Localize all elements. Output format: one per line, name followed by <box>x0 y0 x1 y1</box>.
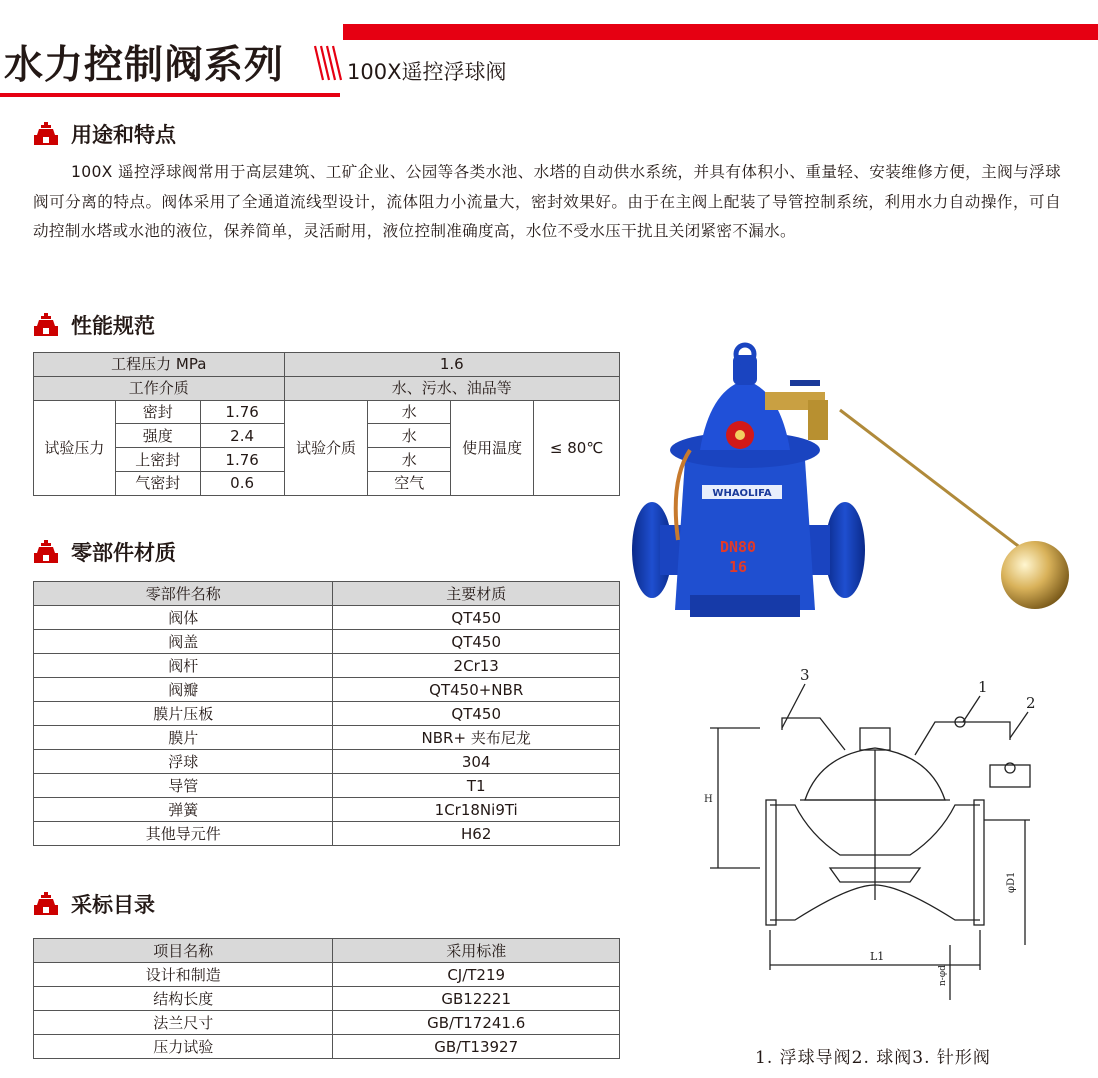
table-row <box>34 798 620 822</box>
temp-value: ≤ 80℃ <box>534 400 620 495</box>
series-title: 水力控制阀系列 <box>4 43 285 88</box>
test-value: 0.6 <box>200 471 284 495</box>
drawing-caption: 1. 浮球导阀2. 球阀3. 针形阀 <box>755 1048 991 1068</box>
test-medium: 水 <box>368 400 451 424</box>
row-value: GB/T13927 <box>333 1035 620 1059</box>
dim-label-d1: φD1 <box>1006 871 1017 893</box>
table-row <box>34 376 620 400</box>
dim-label-l1: L1 <box>870 950 885 963</box>
row-value: QT450+NBR <box>333 678 620 702</box>
body-marking-size: DN80 <box>719 538 757 556</box>
row-label: 设计和制造 <box>34 963 333 987</box>
callout-3: 3 <box>800 666 810 684</box>
section-heading-standards <box>33 889 155 919</box>
row-label: 压力试验 <box>34 1035 333 1059</box>
row-label: 弹簧 <box>34 798 333 822</box>
table-row <box>34 774 620 798</box>
section-heading-materials <box>33 537 176 567</box>
row-label: 法兰尺寸 <box>34 1011 333 1035</box>
row-label: 阀杆 <box>34 654 333 678</box>
test-medium: 水 <box>368 424 451 448</box>
section-heading-label: 性能规范 <box>71 314 155 338</box>
medium-value: 水、污水、油品等 <box>284 376 619 400</box>
section-heading-usage <box>33 119 176 149</box>
table-row <box>34 654 620 678</box>
row-value: NBR+ 夹布尼龙 <box>333 726 620 750</box>
table-row <box>34 582 620 606</box>
row-label: 浮球 <box>34 750 333 774</box>
test-pressure-label: 试验压力 <box>34 400 116 495</box>
row-value: 304 <box>333 750 620 774</box>
callout-2: 2 <box>1026 694 1036 712</box>
row-value: QT450 <box>333 606 620 630</box>
column-header: 采用标准 <box>333 939 620 963</box>
row-label: 其他导元件 <box>34 822 333 846</box>
test-medium: 空气 <box>368 471 451 495</box>
callout-1: 1 <box>978 678 988 696</box>
test-value: 1.76 <box>200 448 284 472</box>
valve-icon <box>33 312 59 338</box>
row-value: CJ/T219 <box>333 963 620 987</box>
performance-table <box>33 352 620 496</box>
test-value: 1.76 <box>200 400 284 424</box>
pressure-label: 工程压力 MPa <box>34 353 285 377</box>
column-header: 主要材质 <box>333 582 620 606</box>
column-header: 项目名称 <box>34 939 333 963</box>
table-row <box>34 822 620 846</box>
float-ball <box>1001 541 1069 609</box>
table-row <box>34 1011 620 1035</box>
row-label: 导管 <box>34 774 333 798</box>
test-medium: 水 <box>368 448 451 472</box>
table-row <box>34 1035 620 1059</box>
table-row <box>34 939 620 963</box>
table-row <box>34 726 620 750</box>
section-heading-label: 零部件材质 <box>71 541 176 565</box>
row-value: QT450 <box>333 630 620 654</box>
temp-label: 使用温度 <box>451 400 534 495</box>
test-name: 气密封 <box>115 471 200 495</box>
test-name: 强度 <box>115 424 200 448</box>
section-heading-label: 采标目录 <box>71 893 155 917</box>
product-title: 100X遥控浮球阀 <box>347 60 507 84</box>
valve-icon <box>33 539 59 565</box>
valve-icon <box>33 891 59 917</box>
test-name: 密封 <box>115 400 200 424</box>
row-label: 阀瓣 <box>34 678 333 702</box>
standards-table <box>33 938 620 1059</box>
row-label: 阀体 <box>34 606 333 630</box>
usage-paragraph: 100X 遥控浮球阀常用于高层建筑、工矿企业、公园等各类水池、水塔的自动供水系统，并具有体积小、重量轻、安装维修方便，主阀与浮球阀可分离的特点。阀体采用了全通道流线型设计，流体阻力小流量大，密封效果好。由于在主阀上配装了导管控制系统，利用水力自动操作，可自动控制水塔或水池的液位，保养简单，灵活耐用，液位控制准确度高，水位不受水压干扰且关闭紧密不漏水。 <box>33 163 1061 240</box>
dim-label-h: H <box>704 794 713 805</box>
section-heading-label: 用途和特点 <box>71 123 176 147</box>
table-row <box>34 400 620 424</box>
brand-plate: WHAOLIFA <box>712 488 772 499</box>
dim-label-nd: n-φd <box>938 965 948 986</box>
title-underline <box>0 93 340 97</box>
row-value: 2Cr13 <box>333 654 620 678</box>
row-label: 结构长度 <box>34 987 333 1011</box>
table-row <box>34 987 620 1011</box>
row-label: 阀盖 <box>34 630 333 654</box>
test-name: 上密封 <box>115 448 200 472</box>
row-label: 膜片压板 <box>34 702 333 726</box>
table-row <box>34 630 620 654</box>
column-header: 零部件名称 <box>34 582 333 606</box>
test-medium-label: 试验介质 <box>284 400 368 495</box>
row-value: GB12221 <box>333 987 620 1011</box>
body-marking-pressure: 16 <box>728 558 748 576</box>
materials-table <box>33 581 620 846</box>
row-value: T1 <box>333 774 620 798</box>
table-row <box>34 702 620 726</box>
table-row <box>34 606 620 630</box>
table-row <box>34 963 620 987</box>
section-heading-performance <box>33 310 155 340</box>
header-red-bar <box>343 24 1098 40</box>
row-value: QT450 <box>333 702 620 726</box>
row-value: GB/T17241.6 <box>333 1011 620 1035</box>
title-stripes-decoration <box>313 44 343 82</box>
row-label: 膜片 <box>34 726 333 750</box>
table-row <box>34 353 620 377</box>
table-row <box>34 750 620 774</box>
test-value: 2.4 <box>200 424 284 448</box>
table-row <box>34 678 620 702</box>
row-value: H62 <box>333 822 620 846</box>
valve-product-photo <box>630 340 1085 640</box>
valve-icon <box>33 121 59 147</box>
medium-label: 工作介质 <box>34 376 285 400</box>
pressure-value: 1.6 <box>284 353 619 377</box>
row-value: 1Cr18Ni9Ti <box>333 798 620 822</box>
valve-technical-drawing <box>700 660 1060 1010</box>
